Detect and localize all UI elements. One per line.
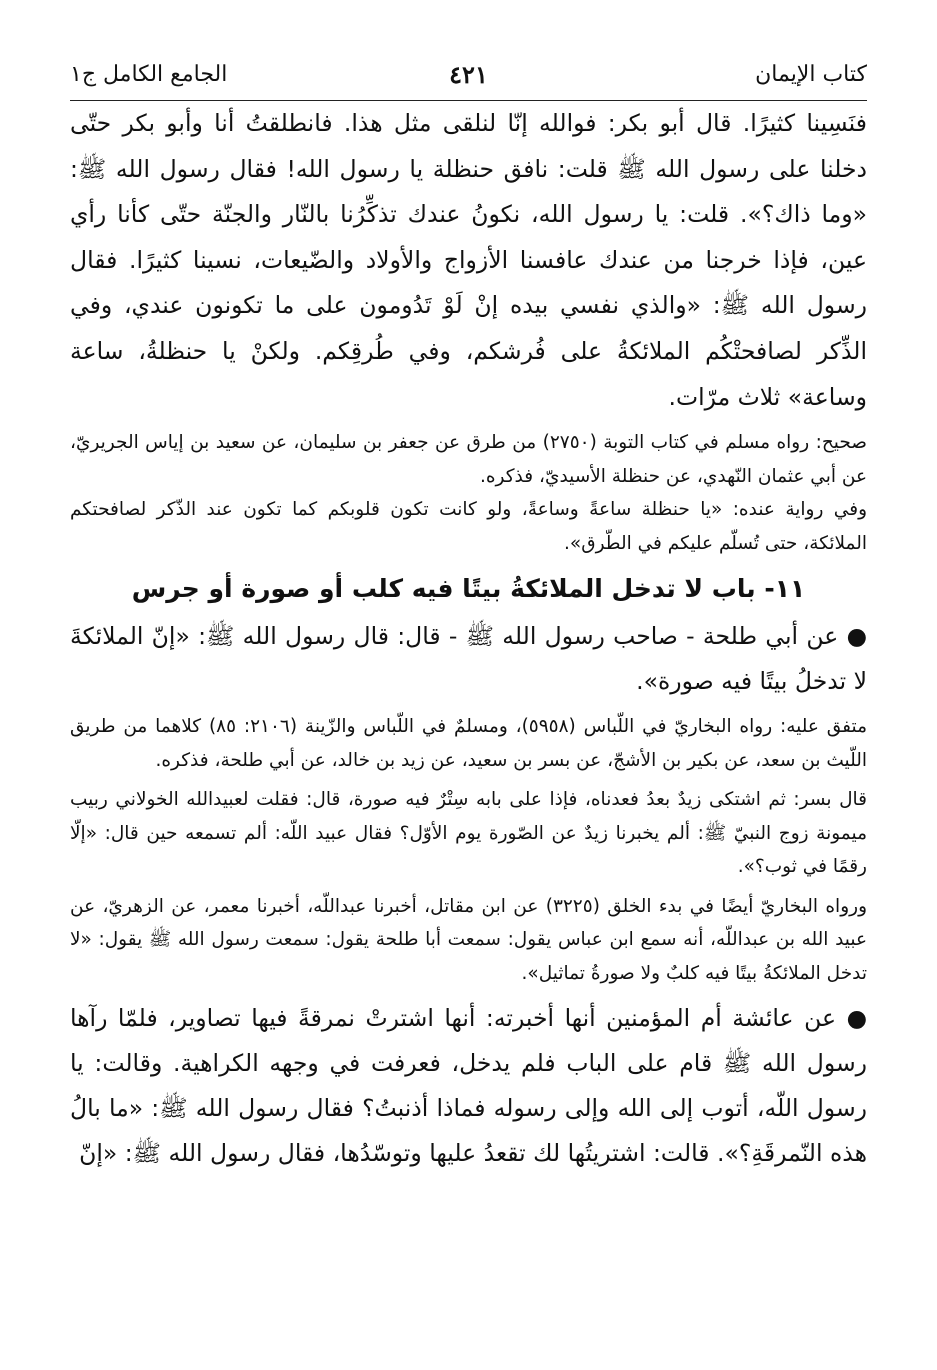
hadith-continuation: فنَسِينا كثيرًا. قال أبو بكر: فوالله إنّا لنلقى مثل هذا. فانطلقتُ أنا وأبو بكر حتّى دخلنا على رسول الله ﷺ قلت: نافق حنظلة يا رسول الله! فقال رسول الله ﷺ: «وما ذاك؟». قلت: يا رسول الله، نكونُ عندك تذكِّرُنا بالنّار والجنّة حتّى كأنا رأي عين، فإذا خرجنا من عندك عافسنا الأزواج والأولاد والضّيعات، نسينا كثيرًا. فقال رسول الله ﷺ: «والذي نفسي بيده إنْ لَوْ تَدُومون على ما تكونون عندي، وفي الذِّكر لصافحتْكُم الملائكةُ على فُرشكم، وفي طُرقِكم. ولكنْ يا حنظلةُ، ساعة وساعة» ثلاث مرّات. — [70, 109, 867, 411]
page-header — [70, 58, 867, 101]
takhrij-paragraph: صحيح: رواه مسلم في كتاب التوبة (٢٧٥٠) من طرق عن جعفر بن سليمان، عن سعيد بن إياس الجريريّ، عن أبي عثمان النّهدي، عن حنظلة الأسيديّ، فذكره. — [70, 432, 867, 487]
book-title: كتاب الإيمان — [755, 62, 867, 87]
takhrij-paragraph: قال بسر: ثم اشتكى زيدٌ بعدُ فعدناه، فإذا على بابه سِتْرٌ فيه صورة، قال: فقلت لعبيدالله الخولاني ربيب ميمونة زوج النبيّ ﷺ: ألم يخبرنا زيدٌ عن الصّورة يوم الأوّل؟ فقال عبيد اللّه: ألم تسمعه حين قال: «إلّا رقمًا في ثوب؟». — [70, 789, 867, 878]
hadith-text: ● عن أبي طلحة - صاحب رسول الله ﷺ - قال: قال رسول الله ﷺ: «إنّ الملائكةَ لا تدخلُ بيتًا فيه صورة». — [70, 622, 867, 696]
chapter-heading: ١١- باب لا تدخل الملائكةُ بيتًا فيه كلب أو صورة أو جرس — [131, 574, 806, 604]
takhrij-paragraph: ورواه البخاريّ أيضًا في بدء الخلق (٣٢٢٥) عن ابن مقاتل، أخبرنا عبداللّه، أخبرنا معمر، عن الزهريّ، عن عبيد الله بن عبداللّه، أنه سمع ابن عباس يقول: سمعت أبا طلحة يقول: سمعت رسول الله ﷺ يقول: «لا تدخل الملائكةُ بيتًا فيه كلبٌ ولا صورةُ تماثيل». — [70, 895, 867, 984]
takhrij-paragraph: متفق عليه: رواه البخاريّ في اللّباس (٥٩٥٨)، ومسلمٌ في اللّباس والزّينة (٢١٠٦: ٨٥) كلاهما من طريق اللّيث بن سعد، عن بكير بن الأشجّ، عن بسر بن سعيد، عن زيد بن خالد، عن أبي طلحة، فذكره. — [70, 716, 867, 771]
series-title: الجامع الكامل ج١ — [70, 62, 228, 87]
hadith-text: ● عن عائشة أم المؤمنين أنها أخبرته: أنها اشترتْ نمرقةً فيها تصاوير، فلمّا رآها رسول الله ﷺ قام على الباب فلم يدخل، فعرفت في وجهه الكراهية. وقالت: يا رسول اللّه، أتوب إلى الله وإلى رسوله فماذا أذنبتُ؟ فقال رسول الله ﷺ: «ما بالُ هذه النّمرقَةِ؟». قالت: اشتريتُها لك تقعدُ عليها وتوسّدُها، فقال رسول الله ﷺ: «إنّ — [70, 1004, 867, 1168]
takhrij-paragraph: وفي رواية عنده: «يا حنظلة ساعةً وساعةً، ولو كانت تكون قلوبكم كما تكون عند الذّكر لصافحتكم الملائكة، حتى تُسلّم عليكم في الطّرق». — [70, 499, 867, 554]
page-number: ٤٢١ — [449, 60, 488, 89]
